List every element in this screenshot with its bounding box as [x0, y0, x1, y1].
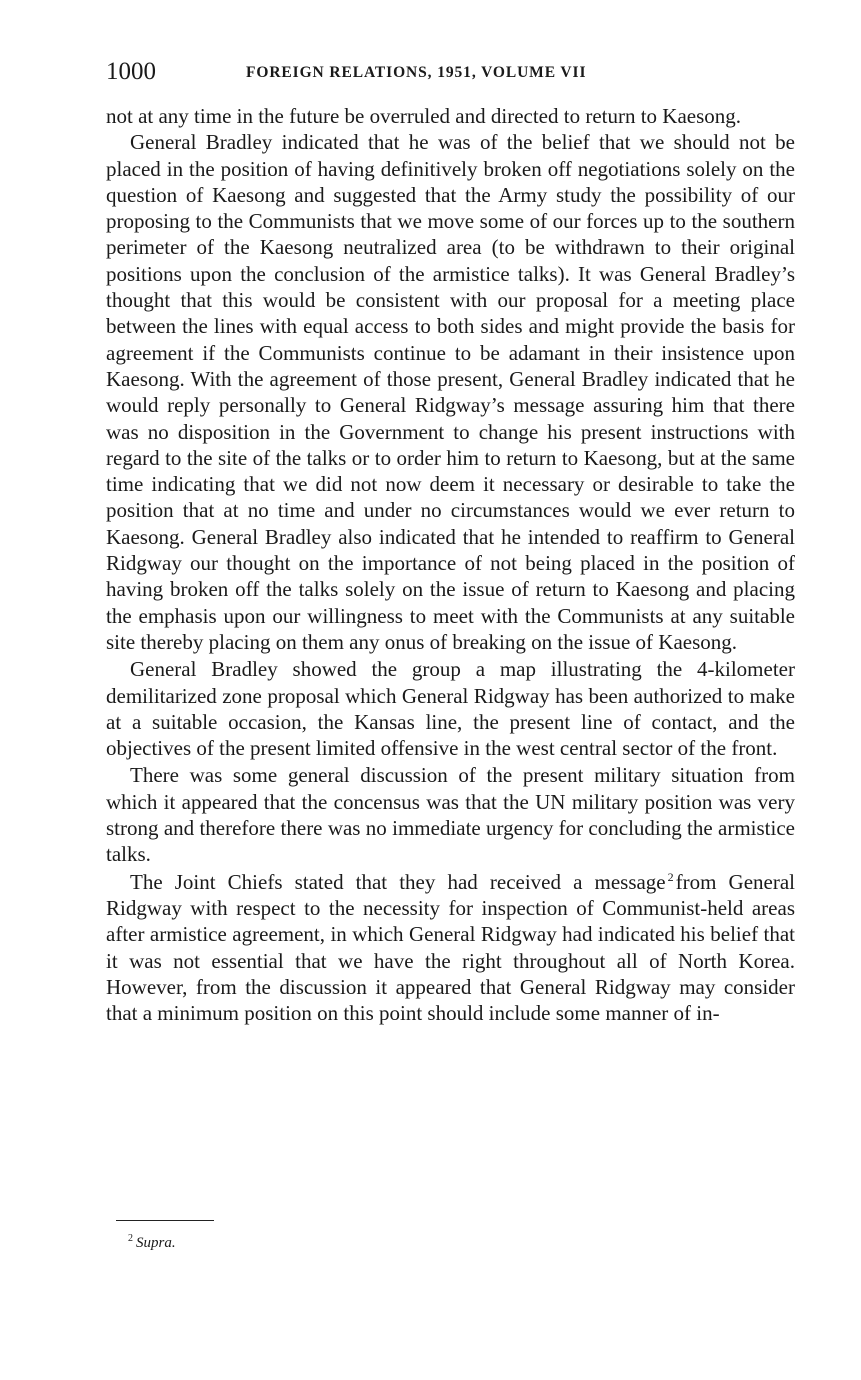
- paragraph-joint-chiefs: [106, 869, 795, 1027]
- paragraph-map: General Bradley showed the group a map illustrating the 4-kilometer demilitarized zone proposal which General Ridgway has been authorized to make at a suitable occasion, the Kansas line, the present line of contact, and the objectives of the present limited offensive in the west central sector of the front.: [106, 657, 795, 761]
- footnote: [128, 1233, 176, 1253]
- body-text: [106, 103, 795, 1026]
- paragraph-text-start: The Joint Chiefs stated that they had received a message: [130, 869, 666, 894]
- footnote-text: Supra.: [136, 1235, 176, 1251]
- footnote-divider: [116, 1220, 214, 1221]
- footnote-mark: 2: [128, 1233, 133, 1244]
- paragraph-continued: not at any time in the future be overruled and directed to return to Kaesong.: [106, 104, 742, 128]
- footnote-reference: 2: [667, 869, 674, 884]
- paragraph-bradley-kaesong: General Bradley indicated that he was of the belief that we should not be placed in the position of having definitively broken off negotiations solely on the question of Kaesong and suggested that the Army study the possibility of our proposing to the Communists that we move some of our forces up to the southern perimeter of the Kaesong neutralized area (to be withdrawn to their original positions upon the conclusion of the armistice talks). It was General Bradley’s thought that this would be consistent with our proposal for a meeting place between the lines with equal access to both sides and might provide the basis for agreement if the Communists continue to be adamant in their insistence upon Kaesong. With the agreement of those present, General Bradley indicated that he would reply personally to General Ridgway’s message assuring him that there was no disposition in the Government to change his present instructions with regard to the site of the talks or to order him to return to Kaesong, but at the same time indicating that we did not now deem it necessary or desirable to take the position that at no time and under no circumstances would we ever return to Kaesong. General Bradley also indicated that he intended to reaffirm to General Ridgway our thought on the importance of not being placed in the position of having broken off the talks solely on the issue of return to Kaesong and placing the emphasis upon our willingness to meet with the Communists at any suitable site thereby placing on them any onus of breaking on the issue of Kaesong.: [106, 130, 795, 654]
- paragraph-military-situation: There was some general discussion of the present military situation from which it appeared that the concensus was that the UN military position was very strong and therefore there was no immediate urgency for concluding the armistice talks.: [106, 763, 795, 867]
- running-head: FOREIGN RELATIONS, 1951, VOLUME VII: [246, 64, 587, 81]
- page-header: [106, 58, 796, 88]
- page-number: 1000: [106, 58, 156, 85]
- paragraph-text-end: from General Ridgway with respect to the necessity for inspection of Communist-held areas after armistice agreement, in which General Ridgway had indicated his belief that it was not essential that we have the right throughout all of North Korea. However, from the discussion it appeared that General Ridgway may consider that a minimum position on this point should include some manner of in-: [106, 869, 796, 1026]
